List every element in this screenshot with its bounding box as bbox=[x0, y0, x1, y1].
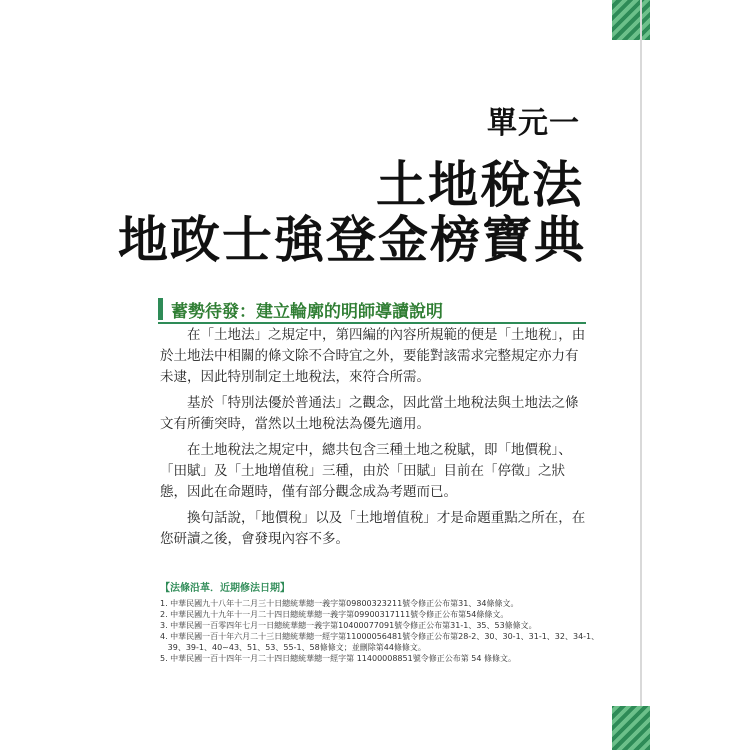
section-bar-marker bbox=[158, 298, 163, 320]
note-item: 4. 中華民國一百十年六月二十三日總統華總一經字第11000056481號令修正公布第28-2、30、30-1、31-1、32、34-1、 39、39-1、40~43、51、53、55-1、58條條文；並刪除第44條條文。 bbox=[160, 632, 600, 652]
notes-title: 【法條沿革．近期修法日期】 bbox=[160, 583, 290, 594]
notes-list bbox=[160, 598, 600, 664]
section-title: 蓄勢待發：建立輪廓的明師導讀說明 bbox=[171, 301, 443, 322]
chapter-title-line1: 土地稅法 bbox=[376, 156, 584, 214]
paragraph: 在「土地法」之規定中，第四編的內容所規範的便是「土地稅」，由於土地法中相關的條文除不合時宜之外，要能對該需求完整規定亦力有未逮，因此特別制定土地稅法，來符合所需。 bbox=[160, 327, 586, 385]
unit-label: 單元一 bbox=[487, 106, 580, 141]
chapter-title-line2: 地政士強登金榜寶典 bbox=[118, 211, 586, 269]
paragraph: 基於「特別法優於普通法」之觀念，因此當土地稅法與土地法之條文有所衝突時，當然以土地稅法為優先適用。 bbox=[160, 395, 579, 432]
bottom-stripe-decoration bbox=[612, 706, 650, 750]
amendment-notes bbox=[160, 583, 600, 664]
paragraph: 換句話說，「地價稅」以及「土地增值稅」才是命題重點之所在，在您研讀之後，會發現內容不多。 bbox=[160, 510, 586, 547]
body-text bbox=[160, 325, 590, 555]
section-header bbox=[158, 296, 586, 324]
paragraph: 在土地稅法之規定中，總共包含三種土地之稅賦，即「地價稅」、「田賦」及「土地增值稅」三種，由於「田賦」目前在「停徵」之狀態，因此在命題時，僅有部分觀念成為考題而已。 bbox=[160, 442, 572, 500]
note-item: 3. 中華民國一百零四年七月一日總統華總一義字第10400077091號令修正公布第31-1、35、53條條文。 bbox=[160, 621, 537, 630]
top-stripe-decoration bbox=[612, 0, 650, 40]
page-edge-line bbox=[640, 0, 642, 750]
note-item: 5. 中華民國一百十四年一月二十四日總統華總一經字第 11400008851號令修正公布第 54 條條文。 bbox=[160, 654, 516, 663]
note-item: 1. 中華民國九十八年十二月三十日總統華總一義字第09800323211號令修正公布第31、34條條文。 bbox=[160, 599, 519, 608]
note-item: 2. 中華民國九十九年十一月二十四日總統華總一義字第09900317111號令修正公布第54條條文。 bbox=[160, 610, 509, 619]
